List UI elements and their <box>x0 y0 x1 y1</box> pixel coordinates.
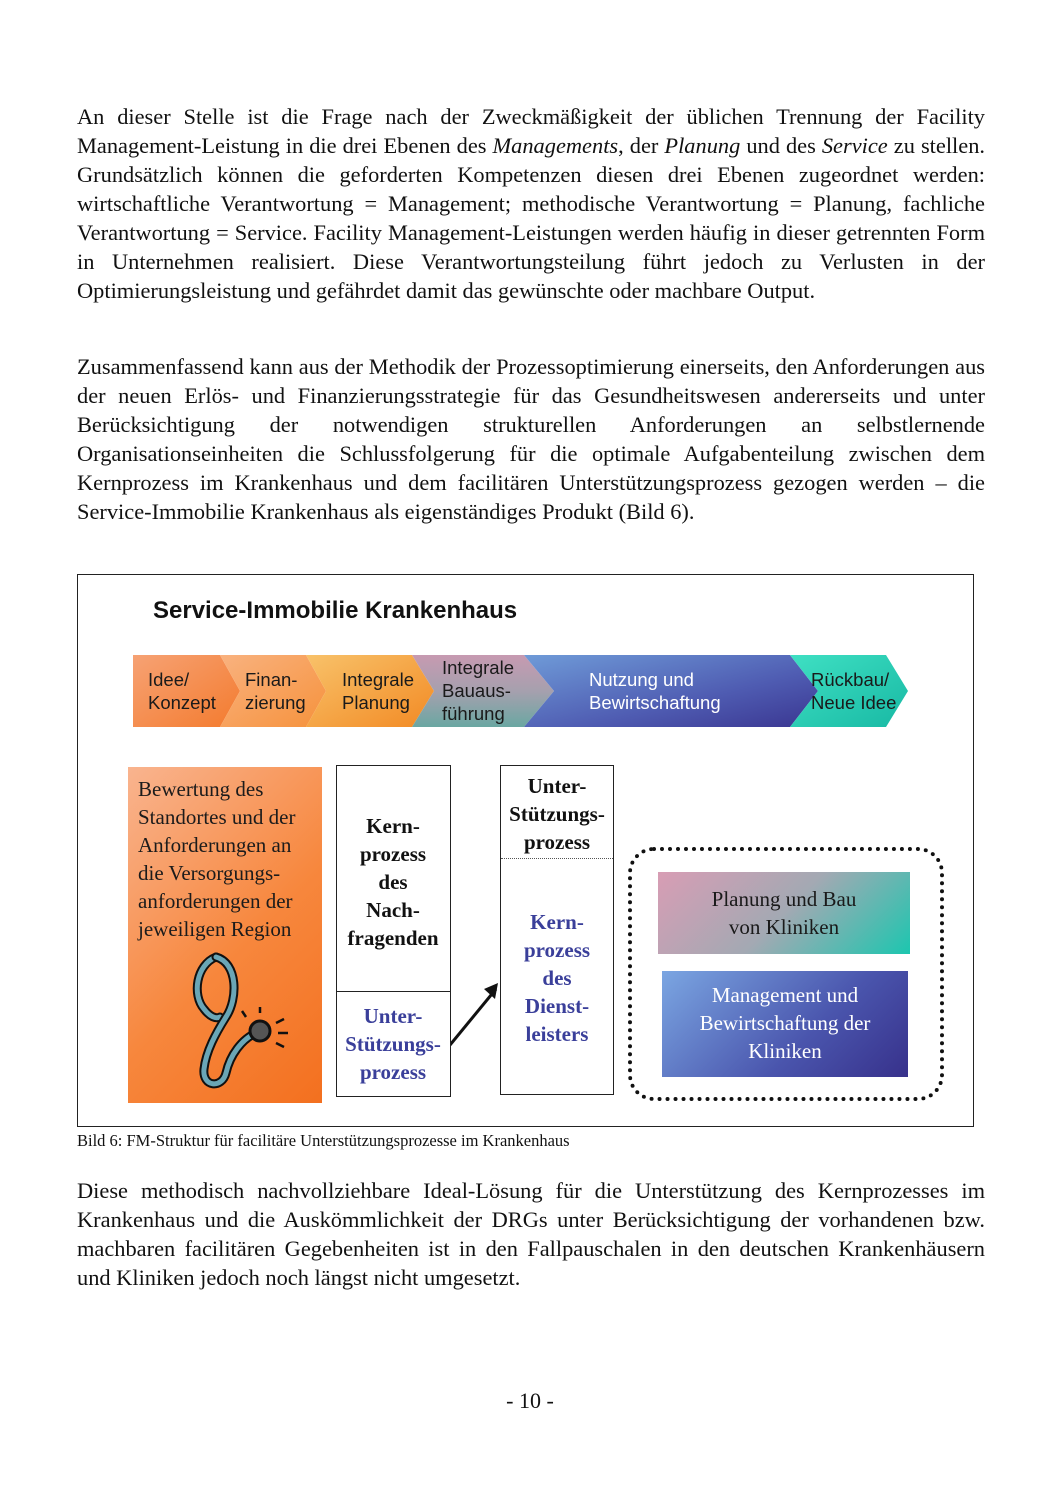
phase-label-line: Neue Idee <box>811 692 897 713</box>
support-process-supplier-label <box>501 772 613 856</box>
phase-label-rueckbau <box>811 668 896 714</box>
arrow-support-link <box>450 989 496 1045</box>
stethoscope-icon <box>186 947 296 1097</box>
paragraph-3: Diese methodisch nachvollziehbare Ideal-Lösung für die Unterstützung des Kernprozesses im Krankenhaus und die Auskömmlichkeit der DRGs unter Berücksichtigung der vorhandenen bzw. machbaren facilitären Gegebenheiten ist in den Fallpauschalen in den deutschen Krankenhäusern und Kliniken jedoch noch längst nicht umgesetzt. <box>77 1178 985 1290</box>
phase-label-bauausfuehrung <box>442 656 514 725</box>
phase-label-line: Rückbau/ <box>811 669 890 690</box>
phase-label-line: Bauaus- <box>442 680 511 701</box>
core-process-supplier-line: leisters <box>525 1022 589 1046</box>
core-process-demand-line: fragenden <box>347 926 439 950</box>
figure-title: Service-Immobilie Krankenhaus <box>153 597 518 624</box>
emphasis-managements: Managements <box>492 133 619 158</box>
support-process-supplier-line: Stützungs- <box>509 802 605 826</box>
phase-label-idee <box>148 668 216 714</box>
management-band-label <box>662 981 908 1065</box>
management-band-line: Kliniken <box>748 1039 822 1063</box>
support-process-supplier-line: Unter- <box>527 774 587 798</box>
phase-label-planung <box>342 668 414 714</box>
support-process-demand-line: Stützungs- <box>345 1032 441 1056</box>
core-process-demand-line: Kern- <box>366 814 420 838</box>
assessment-line: jeweiligen Region <box>138 917 292 941</box>
figure-caption: Bild 6: FM-Struktur für facilitäre Unterstützungsprozesse im Krankenhaus <box>77 1131 570 1150</box>
phase-label-line: Integrale <box>442 657 514 678</box>
assessment-text <box>138 775 318 943</box>
emphasis-service: Service <box>821 133 888 158</box>
paragraph-1-text: An dieser Stelle ist die Frage nach der Zweckmäßigkeit der üblichen Trennung der Facility Management-Leistung in die drei Ebenen des <box>77 104 985 158</box>
paragraph-2: Zusammenfassend kann aus der Methodik der Prozessoptimierung einerseits, den Anforderungen aus der neuen Erlös- und Finanzierungsstrategie für das Gesundheitswesen andererseits und unter Berücksichtigung der notwendigen strukturellen Anforderungen an selbstlernende Organisationseinheiten die Schlussfolgerung für die optimale Aufgabenteilung zwischen dem Kernprozess im Krankenhaus und dem facilitären Unterstützungsprozess gezogen werden – die Service-Immobilie Krankenhaus als eigenständiges Produkt (Bild 6). <box>77 354 985 524</box>
figure-service-immobilie <box>77 574 974 1127</box>
core-process-supplier-line: prozess <box>523 938 591 962</box>
support-process-demand-box <box>336 991 451 1097</box>
paragraph-1 <box>77 102 985 305</box>
assessment-line: die Versorgungs- <box>138 861 281 885</box>
phase-label-line: Bewirtschaftung <box>589 692 721 713</box>
support-process-demand-line: prozess <box>359 1060 427 1084</box>
planning-band-label <box>658 885 910 941</box>
paragraph-1-text: und des <box>740 133 822 158</box>
support-process-demand-label <box>337 1002 449 1086</box>
core-process-supplier-line: des <box>542 966 572 990</box>
emphasis-planung: Planung <box>664 133 741 158</box>
management-band-line: Bewirtschaftung der <box>699 1011 871 1035</box>
phase-label-line: führung <box>442 703 505 724</box>
supplier-column-divider <box>501 858 613 859</box>
core-process-supplier-line: Dienst- <box>524 994 590 1018</box>
assessment-line: Standortes und der <box>138 805 296 829</box>
phase-label-line: Integrale <box>342 669 414 690</box>
supplier-column-box <box>500 765 614 1095</box>
core-process-demand-line: des <box>378 870 408 894</box>
support-process-demand-line: Unter- <box>363 1004 423 1028</box>
phase-label-line: Nutzung und <box>589 669 694 690</box>
phase-label-line: Konzept <box>148 692 216 713</box>
assessment-line: Anforderungen an <box>138 833 292 857</box>
assessment-box <box>128 767 322 1103</box>
phase-label-line: Planung <box>342 692 410 713</box>
phase-label-nutzung <box>589 668 721 714</box>
phase-label-line: Idee/ <box>148 669 190 690</box>
core-process-demand-box <box>336 765 451 992</box>
page-number: - 10 - <box>506 1388 554 1413</box>
management-band-line: Management und <box>711 983 859 1007</box>
paragraph-1-text: zu stellen. Grundsätzlich können die geforderten Kompetenzen diesen drei Ebenen zugeordnet werden: wirtschaftliche Verantwortung = Management; methodische Verantwortung = Planung, fachliche Verantwortung = Service. Facility Management-Leistungen werden häufig in dieser getrennten Form in Unternehmen realisiert. Diese Verantwortungsteilung führt jedoch zu Verlusten in der Optimierungsleistung und gefährdet damit das gewünschte oder machbare Output. <box>77 133 985 303</box>
phase-label-finanzierung <box>245 668 306 714</box>
assessment-line: Bewertung des <box>138 777 264 801</box>
planning-band-line: Planung und Bau <box>711 887 857 911</box>
core-process-supplier-label <box>501 908 613 1048</box>
support-process-supplier-line: prozess <box>523 830 591 854</box>
core-process-demand-line: Nach- <box>366 898 420 922</box>
phase-label-line: Finan- <box>245 669 298 690</box>
assessment-line: anforderungen der <box>138 889 293 913</box>
management-band <box>662 971 908 1077</box>
core-process-demand-label <box>337 812 449 952</box>
core-process-demand-line: prozess <box>359 842 427 866</box>
planning-band-line: von Kliniken <box>728 915 840 939</box>
planning-band <box>658 872 910 954</box>
phase-label-line: zierung <box>245 692 306 713</box>
core-process-supplier-line: Kern- <box>530 910 584 934</box>
paragraph-1-text: , der <box>618 133 665 158</box>
